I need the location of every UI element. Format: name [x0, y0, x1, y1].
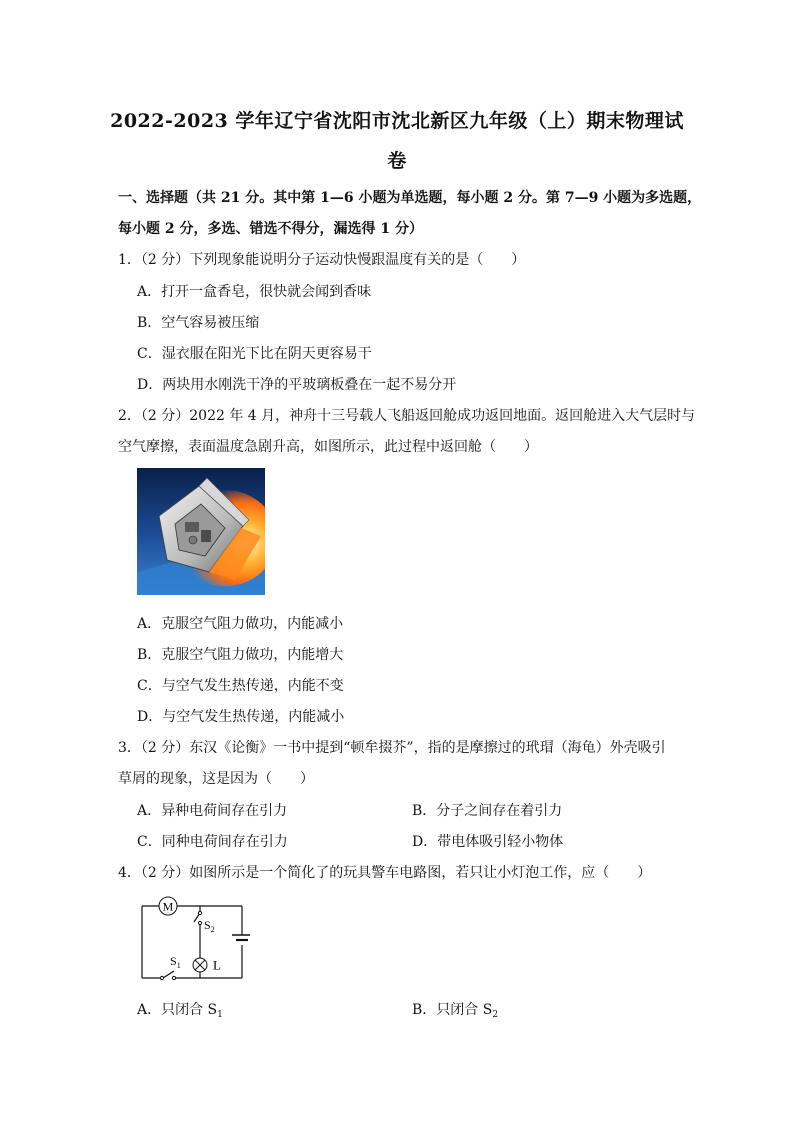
question-1-stem: 1．（2 分）下列现象能说明分子运动快慢跟温度有关的是（ ） [118, 252, 526, 268]
question-3-option-b: B．分子之间存在着引力 [412, 803, 563, 819]
question-3-stem-line1: 3．（2 分）东汉《论衡》一书中提到“顿牟掇芥”，指的是摩擦过的玳瑁（海龟）外壳吸引 [118, 740, 666, 756]
switch-s2-label: $S_2$ [204, 918, 215, 934]
question-3-option-c: C．同种电荷间存在引力 [137, 834, 288, 850]
section-heading-line2: 每小题 2 分，多选、错选不得分，漏选得 1 分） [118, 221, 423, 237]
question-2-option-b: B．克服空气阻力做功，内能增大 [137, 647, 344, 663]
lamp-label: L [213, 957, 221, 973]
document-title-line1: 2022-2023 学年辽宁省沈阳市沈北新区九年级（上）期末物理试 [110, 110, 684, 132]
question-1-option-b: B．空气容易被压缩 [137, 315, 260, 331]
question-2-stem-line2: 空气摩擦，表面温度急剧升高，如图所示，此过程中返回舱（ ） [118, 439, 538, 455]
question-2-option-c: C．与空气发生热传递，内能不变 [137, 678, 344, 694]
question-4-stem: 4．（2 分）如图所示是一个简化了的玩具警车电路图，若只让小灯泡工作，应（ ） [118, 865, 652, 881]
question-4-option-a: A．只闭合 $S_1$ [137, 1002, 223, 1020]
question-1-option-c: C．湿衣服在阳光下比在阴天更容易干 [137, 346, 372, 362]
question-3-option-d: D．带电体吸引轻小物体 [412, 834, 564, 850]
question-2-option-a: A．克服空气阻力做功，内能减小 [137, 616, 344, 632]
question-2-option-d: D．与空气发生热传递，内能减小 [137, 709, 345, 725]
toy-police-car-circuit-diagram [134, 893, 250, 983]
question-2-stem-line1: 2．（2 分）2022 年 4 月，神舟十三号载人飞船返回舱成功返回地面。返回舱进入大气层时与 [118, 408, 696, 424]
question-3-stem-line2: 草屑的现象，这是因为（ ） [118, 771, 314, 787]
question-1-option-d: D．两块用水刚洗干净的平玻璃板叠在一起不易分开 [137, 377, 457, 393]
switch-s1-label: $S_1$ [170, 954, 181, 970]
question-3-option-a: A．异种电荷间存在引力 [137, 803, 288, 819]
question-4-option-b: B．只闭合 $S_2$ [412, 1002, 499, 1020]
question-1-option-a: A．打开一盒香皂，很快就会闻到香味 [137, 284, 372, 300]
reentry-capsule-image [137, 468, 265, 595]
document-title-line2: 卷 [387, 150, 407, 172]
motor-label: M [162, 899, 174, 914]
section-heading-line1: 一、选择题（共 21 分。其中第 1—6 小题为单选题，每小题 2 分。第 7—9 小题为多选题， [118, 190, 702, 206]
